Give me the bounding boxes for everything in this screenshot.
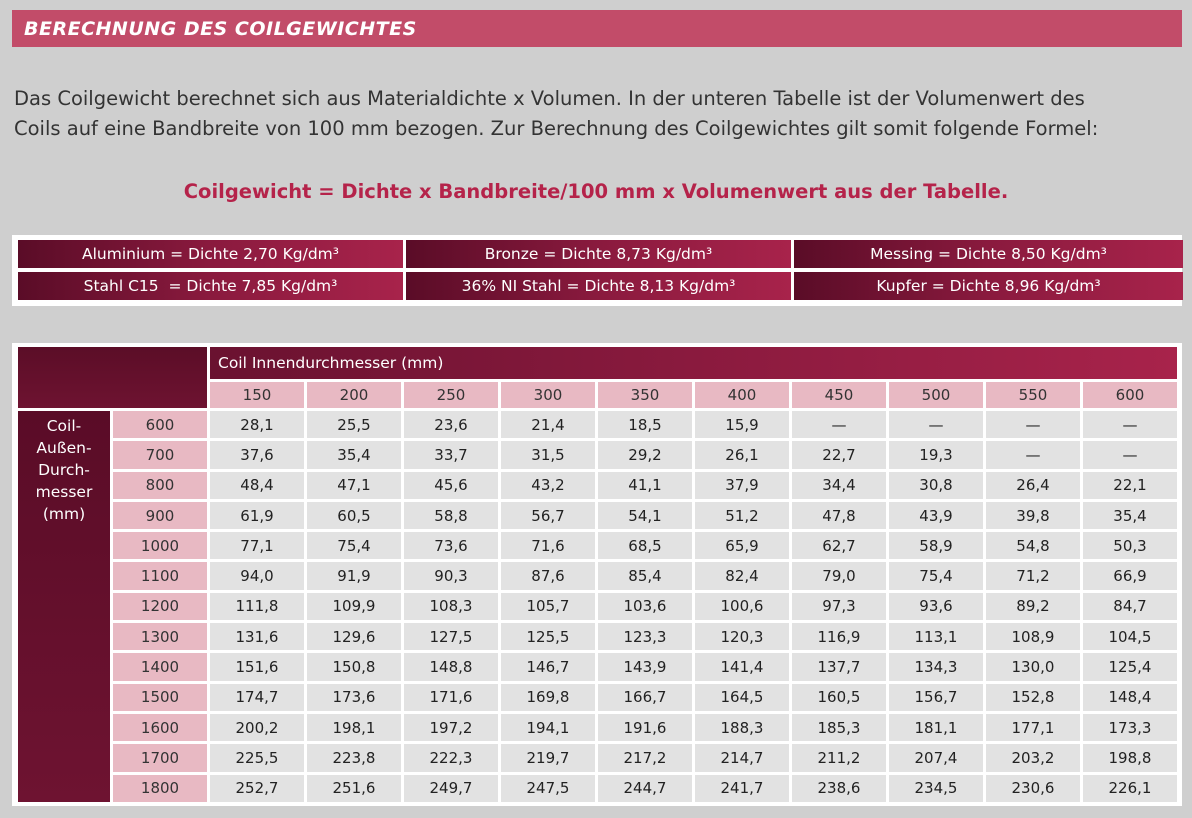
table-cell: 47,1 [307,472,401,499]
table-cell: 58,8 [404,502,498,529]
table-cell: 247,5 [501,775,595,802]
table-cell: 87,6 [501,562,595,589]
row-header: 600 [113,411,207,438]
table-cell: 130,0 [986,653,1080,680]
table-cell: 61,9 [210,502,304,529]
table-cell: — [986,441,1080,468]
row-header-line: messer [35,483,93,501]
table-cell: 19,3 [889,441,983,468]
table-cell: 166,7 [598,684,692,711]
table-cell: 47,8 [792,502,886,529]
density-messing: Messing = Dichte 8,50 Kg/dm³ [794,240,1183,268]
table-cell: 94,0 [210,562,304,589]
table-cell: 225,5 [210,744,304,771]
table-cell: 143,9 [598,653,692,680]
table-cell: 41,1 [598,472,692,499]
table-cell: 103,6 [598,593,692,620]
table-cell: 65,9 [695,532,789,559]
table-cell: 131,6 [210,623,304,650]
table-cell: 151,6 [210,653,304,680]
table-cell: 91,9 [307,562,401,589]
row-header: 1100 [113,562,207,589]
table-cell: 34,4 [792,472,886,499]
table-cell: 230,6 [986,775,1080,802]
table-cell: 252,7 [210,775,304,802]
table-cell: 50,3 [1083,532,1177,559]
formula: Coilgewicht = Dichte x Bandbreite/100 mm x Volumenwert aus der Tabelle. [183,180,1009,203]
row-header-line: (mm) [42,505,86,523]
table-cell: 58,9 [889,532,983,559]
table-corner [18,347,207,408]
table-cell: 219,7 [501,744,595,771]
table-cell: 30,8 [889,472,983,499]
table-cell: 137,7 [792,653,886,680]
table-cell: — [1083,411,1177,438]
density-table [12,235,1182,306]
table-cell: 31,5 [501,441,595,468]
table-cell: 56,7 [501,502,595,529]
column-header: 400 [695,382,789,408]
table-cell: 71,6 [501,532,595,559]
row-header: 900 [113,502,207,529]
density-ni-stahl: 36% NI Stahl = Dichte 8,13 Kg/dm³ [406,272,791,300]
table-cell: 222,3 [404,744,498,771]
table-cell: 60,5 [307,502,401,529]
table-cell: 26,4 [986,472,1080,499]
table-cell: 200,2 [210,714,304,741]
table-cell: 241,7 [695,775,789,802]
table-cell: 29,2 [598,441,692,468]
table-cell: 223,8 [307,744,401,771]
density-bronze: Bronze = Dichte 8,73 Kg/dm³ [406,240,791,268]
table-cell: 85,4 [598,562,692,589]
table-cell: 15,9 [695,411,789,438]
table-cell: 198,1 [307,714,401,741]
table-cell: 45,6 [404,472,498,499]
table-cell: 125,5 [501,623,595,650]
table-cell: 82,4 [695,562,789,589]
table-cell: 77,1 [210,532,304,559]
table-cell: 79,0 [792,562,886,589]
table-cell: 198,8 [1083,744,1177,771]
table-cell: 90,3 [404,562,498,589]
table-cell: 146,7 [501,653,595,680]
row-header: 1500 [113,684,207,711]
table-cell: 48,4 [210,472,304,499]
table-cell: 35,4 [307,441,401,468]
table-cell: 174,7 [210,684,304,711]
table-cell: 104,5 [1083,623,1177,650]
title-bar [12,10,1182,47]
table-cell: 160,5 [792,684,886,711]
table-cell: 54,8 [986,532,1080,559]
table-cell: — [889,411,983,438]
column-header: 300 [501,382,595,408]
table-cell: 129,6 [307,623,401,650]
row-header-line: Coil- [46,417,82,435]
table-cell: 39,8 [986,502,1080,529]
table-cell: 25,5 [307,411,401,438]
column-header: 550 [986,382,1080,408]
table-cell: 177,1 [986,714,1080,741]
table-cell: 203,2 [986,744,1080,771]
table-cell: 214,7 [695,744,789,771]
table-cell: 116,9 [792,623,886,650]
row-group-header [18,411,110,802]
table-cell: 234,5 [889,775,983,802]
intro-text [14,84,1184,144]
table-cell: 109,9 [307,593,401,620]
density-stahl-c15: Stahl C15 = Dichte 7,85 Kg/dm³ [18,272,403,300]
table-cell: 156,7 [889,684,983,711]
table-cell: 152,8 [986,684,1080,711]
column-group-header: Coil Innendurchmesser (mm) [210,347,1177,379]
table-cell: 68,5 [598,532,692,559]
table-cell: 169,8 [501,684,595,711]
table-cell: 93,6 [889,593,983,620]
table-cell: 171,6 [404,684,498,711]
table-cell: 123,3 [598,623,692,650]
table-cell: 134,3 [889,653,983,680]
table-cell: 22,1 [1083,472,1177,499]
table-cell: 108,3 [404,593,498,620]
table-cell: 249,7 [404,775,498,802]
row-header-line: Durch- [38,461,90,479]
table-cell: 251,6 [307,775,401,802]
volume-table [12,343,1182,806]
table-cell: — [1083,441,1177,468]
table-cell: 51,2 [695,502,789,529]
table-cell: 207,4 [889,744,983,771]
table-cell: 75,4 [307,532,401,559]
row-header: 1300 [113,623,207,650]
table-cell: 238,6 [792,775,886,802]
table-cell: 33,7 [404,441,498,468]
page-title: BERECHNUNG DES COILGEWICHTES [24,17,417,40]
row-header: 1600 [113,714,207,741]
table-cell: 62,7 [792,532,886,559]
table-cell: 66,9 [1083,562,1177,589]
table-cell: 150,8 [307,653,401,680]
table-cell: 35,4 [1083,502,1177,529]
table-cell: 37,9 [695,472,789,499]
table-cell: 26,1 [695,441,789,468]
table-cell: 173,6 [307,684,401,711]
column-header: 350 [598,382,692,408]
column-header: 500 [889,382,983,408]
table-cell: 217,2 [598,744,692,771]
column-header: 600 [1083,382,1177,408]
intro-line-1: Das Coilgewicht berechnet sich aus Materialdichte x Volumen. In der unteren Tabelle ist der Volumenwert des [14,87,1085,110]
table-cell: 18,5 [598,411,692,438]
table-cell: 188,3 [695,714,789,741]
table-cell: 54,1 [598,502,692,529]
table-cell: 191,6 [598,714,692,741]
table-cell: 37,6 [210,441,304,468]
column-header: 150 [210,382,304,408]
table-cell: 113,1 [889,623,983,650]
table-cell: 141,4 [695,653,789,680]
row-header: 1700 [113,744,207,771]
table-cell: 108,9 [986,623,1080,650]
table-cell: 173,3 [1083,714,1177,741]
row-header: 700 [113,441,207,468]
table-cell: 125,4 [1083,653,1177,680]
row-header: 800 [113,472,207,499]
row-header-line: Außen- [36,439,92,457]
table-cell: 84,7 [1083,593,1177,620]
table-cell: 197,2 [404,714,498,741]
table-cell: 75,4 [889,562,983,589]
table-cell: — [792,411,886,438]
table-cell: 43,9 [889,502,983,529]
table-cell: 71,2 [986,562,1080,589]
table-cell: 23,6 [404,411,498,438]
table-cell: 194,1 [501,714,595,741]
table-cell: 105,7 [501,593,595,620]
table-cell: 111,8 [210,593,304,620]
table-cell: 127,5 [404,623,498,650]
row-header: 1000 [113,532,207,559]
row-header: 1800 [113,775,207,802]
table-cell: 100,6 [695,593,789,620]
table-cell: 28,1 [210,411,304,438]
table-cell: 148,8 [404,653,498,680]
table-cell: 181,1 [889,714,983,741]
table-cell: 21,4 [501,411,595,438]
column-header: 200 [307,382,401,408]
table-cell: 73,6 [404,532,498,559]
density-aluminium: Aluminium = Dichte 2,70 Kg/dm³ [18,240,403,268]
row-header: 1400 [113,653,207,680]
table-cell: 120,3 [695,623,789,650]
intro-line-2: Coils auf eine Bandbreite von 100 mm bezogen. Zur Berechnung des Coilgewichtes gilt somit folgende Formel: [14,117,1099,140]
density-kupfer: Kupfer = Dichte 8,96 Kg/dm³ [794,272,1183,300]
table-cell: 211,2 [792,744,886,771]
table-cell: — [986,411,1080,438]
column-header: 250 [404,382,498,408]
table-cell: 43,2 [501,472,595,499]
table-cell: 97,3 [792,593,886,620]
table-cell: 89,2 [986,593,1080,620]
table-cell: 148,4 [1083,684,1177,711]
column-header: 450 [792,382,886,408]
table-cell: 185,3 [792,714,886,741]
table-cell: 164,5 [695,684,789,711]
table-cell: 226,1 [1083,775,1177,802]
row-header: 1200 [113,593,207,620]
table-cell: 22,7 [792,441,886,468]
table-cell: 244,7 [598,775,692,802]
